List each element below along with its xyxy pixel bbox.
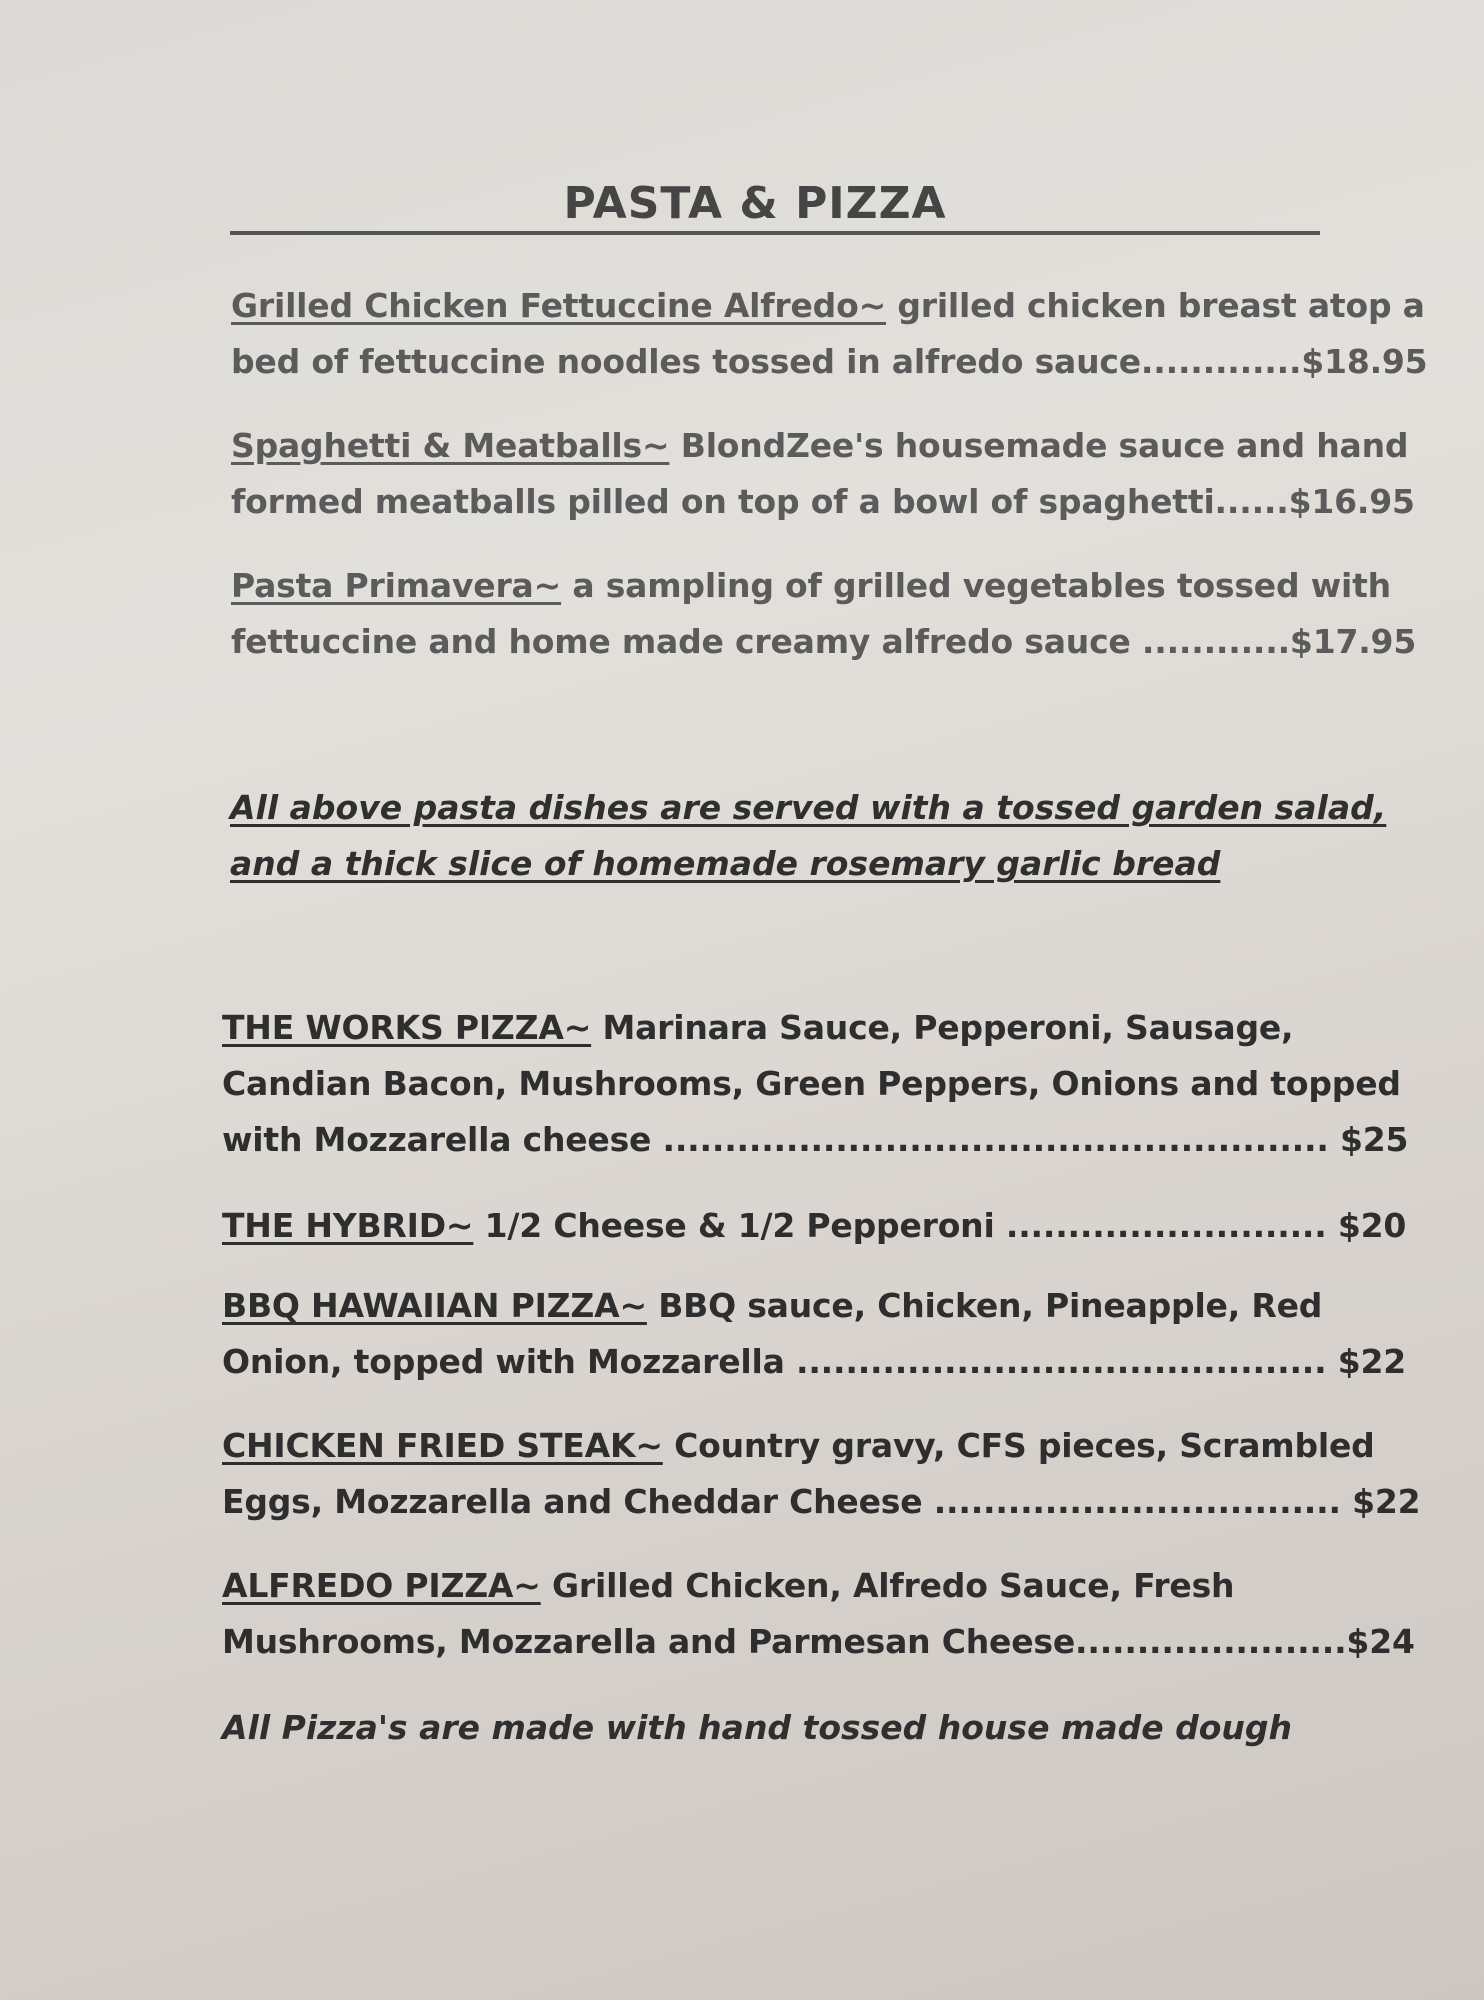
item-name: Spaghetti & Meatballs~ — [231, 426, 670, 465]
item-name: BBQ HAWAIIAN PIZZA~ — [222, 1286, 647, 1325]
menu-item-spaghetti-meatballs — [231, 418, 1415, 530]
item-description-price: with Mozzarella cheese ...................................................... $25 — [222, 1120, 1409, 1159]
item-name: CHICKEN FRIED STEAK~ — [222, 1426, 663, 1465]
item-description-price: 1/2 Cheese & 1/2 Pepperoni .......................... $20 — [473, 1206, 1407, 1245]
item-description-price: fettuccine and home made creamy alfredo sauce ............$17.95 — [231, 622, 1417, 661]
item-description: BlondZee's housemade sauce and hand — [669, 426, 1409, 465]
menu-item-fettuccine-alfredo — [231, 278, 1427, 390]
title-rule — [230, 178, 1320, 235]
pasta-note-line-1: All above pasta dishes are served with a tossed garden salad, — [230, 788, 1387, 827]
item-description: Grilled Chicken, Alfredo Sauce, Fresh — [540, 1566, 1235, 1605]
item-description-price: Eggs, Mozzarella and Cheddar Cheese ................................. $22 — [222, 1482, 1421, 1521]
menu-item-chicken-fried-steak — [222, 1418, 1420, 1530]
item-description: a sampling of grilled vegetables tossed with — [561, 566, 1391, 605]
menu-item-pasta-primavera — [231, 558, 1416, 670]
pasta-sides-note — [230, 780, 1386, 892]
item-description: Country gravy, CFS pieces, Scrambled — [662, 1426, 1375, 1465]
item-description-price: formed meatballs pilled on top of a bowl of spaghetti......$16.95 — [231, 482, 1415, 521]
page-title: PASTA & PIZZA — [563, 178, 947, 229]
item-description: grilled chicken breast atop a — [886, 286, 1425, 325]
menu-item-hybrid — [222, 1198, 1406, 1254]
item-description-price: Onion, topped with Mozzarella ........................................... $22 — [222, 1342, 1407, 1381]
pasta-note-line-2: and a thick slice of homemade rosemary garlic bread — [230, 844, 1221, 883]
item-name: Pasta Primavera~ — [231, 566, 562, 605]
item-name: ALFREDO PIZZA~ — [222, 1566, 541, 1605]
item-name: Grilled Chicken Fettuccine Alfredo~ — [231, 286, 887, 325]
pizza-dough-note: All Pizza's are made with hand tossed house made dough — [222, 1708, 1292, 1747]
item-description: BBQ sauce, Chicken, Pineapple, Red — [646, 1286, 1323, 1325]
menu-item-alfredo-pizza — [222, 1558, 1415, 1670]
item-description: Marinara Sauce, Pepperoni, Sausage, — [591, 1008, 1294, 1047]
item-description-price: bed of fettuccine noodles tossed in alfredo sauce.............$18.95 — [231, 342, 1428, 381]
menu-item-bbq-hawaiian-pizza — [222, 1278, 1406, 1390]
item-description-price: Mushrooms, Mozzarella and Parmesan Cheese......................$24 — [222, 1622, 1415, 1661]
item-name: THE HYBRID~ — [222, 1206, 474, 1245]
item-description: Candian Bacon, Mushrooms, Green Peppers, Onions and topped — [222, 1064, 1401, 1103]
menu-item-works-pizza — [222, 1000, 1408, 1168]
item-name: THE WORKS PIZZA~ — [222, 1008, 592, 1047]
